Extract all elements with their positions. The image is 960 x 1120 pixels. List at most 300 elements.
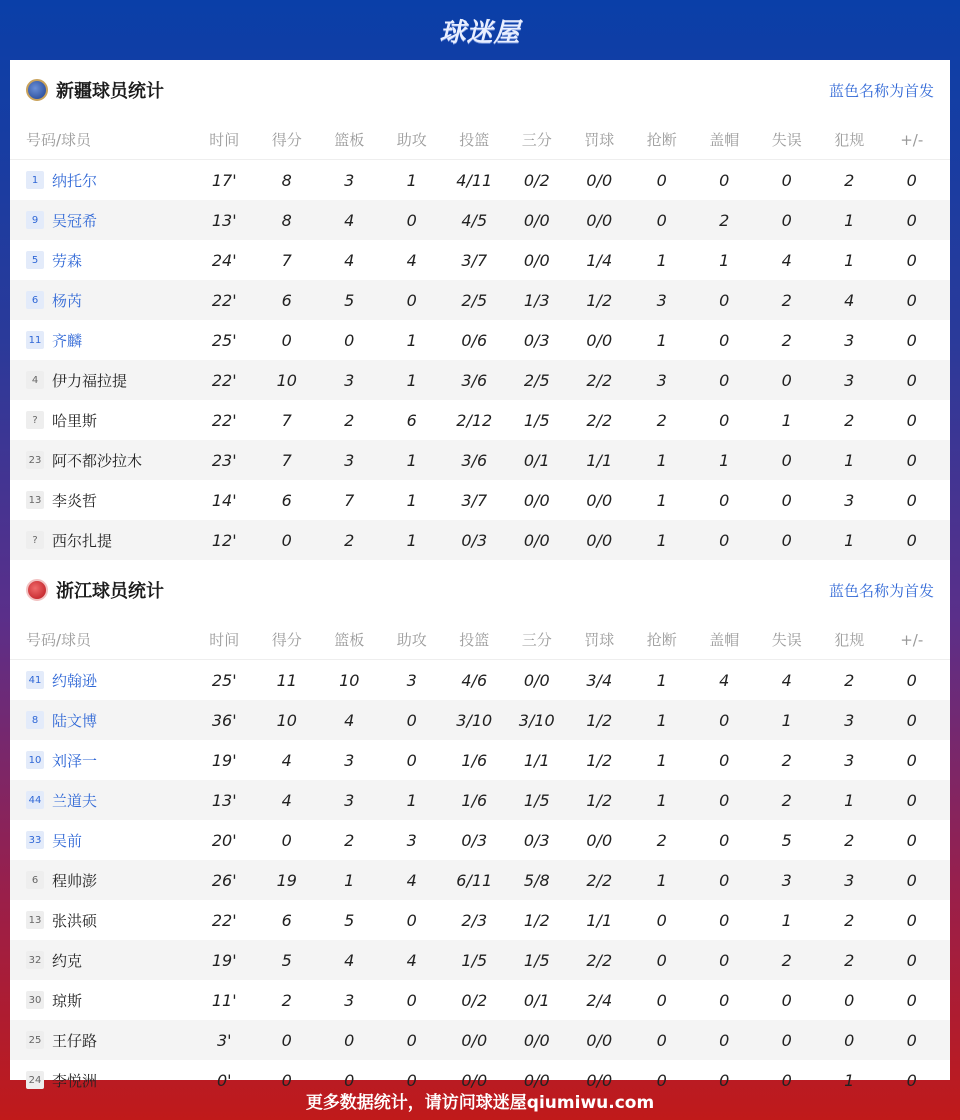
stat-cell: 11' [211, 990, 237, 1010]
starter-legend-note: 蓝色名称为首发 [828, 581, 934, 600]
stat-cell: 0 [781, 450, 792, 470]
player-name[interactable]: 兰道夫 [52, 791, 98, 810]
stat-cell: 3 [344, 990, 355, 1010]
jersey-number-badge: 11 [26, 331, 44, 349]
stat-cell: 0 [406, 1030, 417, 1050]
player-name[interactable]: 李悦洲 [52, 1071, 98, 1090]
stat-cell: 36' [211, 710, 237, 730]
player-name[interactable]: 杨芮 [52, 291, 83, 310]
stat-cell: 0 [656, 170, 667, 190]
column-header[interactable]: 时间 [209, 131, 240, 149]
player-row[interactable] [10, 240, 950, 280]
stat-cell: 7 [281, 250, 292, 270]
stat-cell: 0/0 [586, 170, 613, 190]
column-header[interactable]: 三分 [521, 131, 552, 149]
stat-cell: 1/6 [461, 790, 488, 810]
column-header[interactable]: 篮板 [334, 131, 365, 149]
stat-cell: 0 [719, 830, 730, 850]
stat-cell: 0 [906, 410, 917, 430]
section-header [10, 60, 950, 120]
player-name[interactable]: 约克 [52, 951, 83, 970]
stat-cell: 4/6 [461, 670, 488, 690]
stat-cell: 2 [781, 790, 792, 810]
stat-cell: 0 [719, 530, 730, 550]
player-row[interactable] [10, 700, 950, 740]
stat-cell: 2 [656, 830, 667, 850]
stat-cell: 0/0 [523, 1070, 550, 1090]
stat-cell: 10 [276, 710, 297, 730]
stat-cell: 3 [844, 370, 855, 390]
column-header[interactable]: 助攻 [396, 631, 427, 649]
stat-cell: 3/7 [461, 490, 488, 510]
stat-cell: 1 [656, 670, 667, 690]
team-section-0 [10, 60, 950, 560]
jersey-number-badge: 9 [26, 211, 44, 229]
stat-cell: 0/0 [523, 670, 550, 690]
player-name[interactable]: 西尔扎提 [52, 531, 113, 550]
stat-cell: 4 [406, 250, 417, 270]
stat-cell: 1 [406, 370, 417, 390]
stat-cell: 0 [906, 170, 917, 190]
stat-cell: 0 [281, 330, 292, 350]
stat-cell: 0 [906, 830, 917, 850]
stat-cell: 0 [781, 990, 792, 1010]
stat-cell: 12' [211, 530, 237, 550]
starter-legend-note: 蓝色名称为首发 [828, 81, 934, 100]
jersey-number-badge: 30 [26, 991, 44, 1009]
player-cell [10, 790, 193, 811]
player-name[interactable]: 齐麟 [52, 331, 83, 350]
player-cell [10, 490, 193, 511]
player-name[interactable]: 纳托尔 [52, 171, 98, 190]
stat-cell: 2 [781, 950, 792, 970]
stat-cell: 1 [844, 1070, 855, 1090]
footer-text[interactable]: 更多数据统计，请访问球迷屋qiumiwu.com [305, 1092, 655, 1113]
stat-cell: 24' [211, 250, 237, 270]
stat-cell: 17' [211, 170, 237, 190]
stat-cell: 0 [719, 990, 730, 1010]
stat-cell: 0 [906, 670, 917, 690]
stat-cell: 0 [781, 210, 792, 230]
stat-cell: 4 [344, 210, 355, 230]
jersey-number-badge: 41 [26, 671, 44, 689]
column-header[interactable]: 号码/球员 [26, 131, 92, 149]
stat-cell: 2/12 [456, 410, 493, 430]
player-row[interactable] [10, 400, 950, 440]
stat-cell: 0 [656, 950, 667, 970]
player-row[interactable] [10, 320, 950, 360]
stat-cell: 0/0 [461, 1030, 488, 1050]
stat-cell: 0 [906, 710, 917, 730]
stat-cell: 1 [844, 790, 855, 810]
stat-cell: 1/6 [461, 750, 488, 770]
stat-cell: 6 [406, 410, 417, 430]
player-row[interactable] [10, 660, 950, 700]
stat-cell: 0 [906, 490, 917, 510]
stat-cell: 1 [781, 710, 792, 730]
stat-cell: 4 [781, 670, 792, 690]
player-row[interactable] [10, 1020, 950, 1060]
stat-cell: 1/1 [586, 450, 613, 470]
stat-cell: 0 [906, 370, 917, 390]
stat-cell: 3 [844, 870, 855, 890]
stat-cell: 1 [781, 410, 792, 430]
stat-cell: 0/0 [586, 1030, 613, 1050]
stat-cell: 1/1 [523, 750, 550, 770]
column-header[interactable]: 投篮 [459, 131, 490, 149]
jersey-number-badge: 8 [26, 711, 44, 729]
player-row[interactable] [10, 900, 950, 940]
stat-cell: 3 [656, 370, 667, 390]
stat-cell: 4 [781, 250, 792, 270]
stat-cell: 0 [281, 830, 292, 850]
stat-cell: 1/3 [523, 290, 550, 310]
player-name[interactable]: 程帅澎 [52, 871, 98, 890]
stat-cell: 2 [844, 410, 855, 430]
player-name[interactable]: 伊力福拉提 [52, 371, 128, 390]
stat-cell: 0/0 [523, 530, 550, 550]
stat-cell: 0 [406, 750, 417, 770]
stat-cell: 3 [844, 750, 855, 770]
stat-cell: 0/0 [586, 210, 613, 230]
stat-cell: 0 [719, 370, 730, 390]
stat-cell: 1/5 [523, 950, 550, 970]
stat-cell: 0 [906, 870, 917, 890]
stat-cell: 4 [281, 790, 292, 810]
stat-cell: 22' [211, 410, 237, 430]
stat-cell: 0 [844, 1030, 855, 1050]
section-header [10, 560, 950, 620]
stat-cell: 2/5 [461, 290, 488, 310]
player-name[interactable]: 阿不都沙拉木 [52, 451, 143, 470]
stat-cell: 0 [406, 710, 417, 730]
stat-cell: 1/2 [586, 790, 613, 810]
player-name[interactable]: 李炎哲 [52, 491, 98, 510]
stat-cell: 19' [211, 950, 237, 970]
player-cell [10, 710, 193, 731]
stat-cell: 0/0 [586, 490, 613, 510]
player-name[interactable]: 琼斯 [52, 991, 83, 1010]
player-name[interactable]: 劳森 [52, 251, 83, 270]
stat-cell: 22' [211, 910, 237, 930]
jersey-number-badge: 10 [26, 751, 44, 769]
jersey-number-badge: 6 [26, 291, 44, 309]
stat-cell: 1 [406, 490, 417, 510]
stat-cell: 1/2 [586, 750, 613, 770]
player-name[interactable]: 约翰逊 [52, 671, 98, 690]
player-row[interactable] [10, 780, 950, 820]
stat-cell: 2 [844, 910, 855, 930]
jersey-number-badge: 4 [26, 371, 44, 389]
stat-cell: 0 [781, 370, 792, 390]
stat-cell: 1/1 [586, 910, 613, 930]
stat-cell: 2 [344, 410, 355, 430]
column-header[interactable]: 抢断 [646, 131, 677, 149]
stat-cell: 0 [906, 1070, 917, 1090]
jersey-number-badge: ? [26, 411, 44, 429]
table-header-row [10, 620, 950, 660]
player-name[interactable]: 吴冠希 [52, 211, 98, 230]
stat-cell: 1 [406, 530, 417, 550]
stat-cell: 4/5 [461, 210, 488, 230]
column-header[interactable]: 抢断 [646, 631, 677, 649]
table-header-row [10, 120, 950, 160]
player-row[interactable] [10, 360, 950, 400]
stat-cell: 1 [656, 870, 667, 890]
player-row[interactable] [10, 160, 950, 200]
stat-cell: 2 [781, 290, 792, 310]
stat-cell: 3 [344, 750, 355, 770]
top-banner [0, 0, 960, 60]
stat-cell: 4 [344, 250, 355, 270]
stat-cell: 1 [656, 490, 667, 510]
player-name[interactable]: 陆文博 [52, 711, 98, 730]
stat-cell: 4 [719, 670, 730, 690]
stat-cell: 0 [781, 170, 792, 190]
stat-cell: 6/11 [456, 870, 493, 890]
stat-cell: 2/2 [586, 410, 613, 430]
player-row[interactable] [10, 860, 950, 900]
stat-cell: 0 [406, 990, 417, 1010]
player-cell [10, 170, 193, 191]
jersey-number-badge: 1 [26, 171, 44, 189]
column-header[interactable]: 犯规 [834, 131, 865, 149]
player-row[interactable] [10, 520, 950, 560]
stat-cell: 0 [719, 710, 730, 730]
stat-cell: 0 [906, 450, 917, 470]
stat-cell: 1 [656, 530, 667, 550]
column-header[interactable]: 罚球 [584, 631, 615, 649]
stat-cell: 4 [344, 710, 355, 730]
stat-cell: 20' [211, 830, 237, 850]
stat-cell: 7 [344, 490, 355, 510]
stat-cell: 4 [406, 870, 417, 890]
stat-cell: 3' [216, 1030, 232, 1050]
stat-cell: 0/0 [586, 1070, 613, 1090]
xinjiang-team-logo-icon [26, 79, 48, 101]
column-header[interactable]: 得分 [271, 631, 302, 649]
stat-cell: 0 [906, 210, 917, 230]
stat-cell: 8 [281, 210, 292, 230]
zhejiang-team-logo-icon [26, 579, 48, 601]
column-header[interactable]: 助攻 [396, 131, 427, 149]
stat-cell: 0/3 [461, 530, 488, 550]
stat-cell: 0 [906, 790, 917, 810]
player-cell [10, 450, 193, 471]
player-name[interactable]: 吴前 [52, 831, 83, 850]
column-header[interactable]: 犯规 [834, 631, 865, 649]
stat-cell: 0/3 [523, 830, 550, 850]
stat-cell: 19 [276, 870, 297, 890]
player-cell [10, 990, 193, 1011]
stat-cell: 0 [656, 210, 667, 230]
stat-cell: 0/0 [523, 490, 550, 510]
stat-cell: 2 [719, 210, 730, 230]
stat-cell: 3/6 [461, 370, 488, 390]
stat-cell: 3 [406, 670, 417, 690]
footer-banner[interactable] [0, 1080, 960, 1120]
section-title: 浙江球员统计 [56, 581, 164, 602]
jersey-number-badge: 6 [26, 871, 44, 889]
stat-cell: 14' [211, 490, 237, 510]
stat-cell: 0 [781, 1070, 792, 1090]
stat-cell: 0 [719, 910, 730, 930]
stat-cell: 0/2 [461, 990, 488, 1010]
stat-cell: 0 [719, 490, 730, 510]
stat-cell: 0 [344, 1030, 355, 1050]
player-name[interactable]: 哈里斯 [52, 411, 98, 430]
stat-cell: 10 [339, 670, 360, 690]
stat-cell: 0/0 [586, 530, 613, 550]
stat-cell: 0 [656, 990, 667, 1010]
stat-cell: 0/1 [523, 450, 550, 470]
stat-cell: 3 [844, 490, 855, 510]
stat-cell: 0 [406, 210, 417, 230]
stat-cell: 4 [344, 950, 355, 970]
stat-cell: 0 [656, 910, 667, 930]
stat-cell: 3 [344, 370, 355, 390]
stat-cell: 0 [656, 1070, 667, 1090]
stat-cell: 0/2 [523, 170, 550, 190]
stat-cell: 2/4 [586, 990, 613, 1010]
team-section-1 [10, 560, 950, 1100]
player-row[interactable] [10, 480, 950, 520]
stat-cell: 3 [656, 290, 667, 310]
column-header[interactable]: 盖帽 [709, 631, 740, 649]
stat-cell: 0 [719, 290, 730, 310]
stat-cell: 3 [844, 330, 855, 350]
stat-cell: 3 [844, 710, 855, 730]
stat-cell: 0 [281, 530, 292, 550]
column-header[interactable]: +/- [900, 630, 924, 649]
stat-cell: 5 [781, 830, 792, 850]
stat-cell: 5 [344, 290, 355, 310]
stat-cell: 25' [211, 670, 237, 690]
stat-cell: 3 [344, 170, 355, 190]
stat-cell: 0 [719, 330, 730, 350]
jersey-number-badge: 32 [26, 951, 44, 969]
column-header[interactable]: 失误 [771, 631, 802, 649]
player-cell [10, 870, 193, 891]
stat-cell: 0/1 [523, 990, 550, 1010]
stat-cell: 0 [719, 170, 730, 190]
stat-cell: 2 [781, 750, 792, 770]
stat-cell: 4/11 [456, 170, 493, 190]
stat-cell: 7 [281, 450, 292, 470]
stat-cell: 1 [781, 910, 792, 930]
stat-cell: 0 [281, 1030, 292, 1050]
stat-cell: 3/10 [456, 710, 493, 730]
stat-cell: 22' [211, 290, 237, 310]
column-header[interactable]: 篮板 [334, 631, 365, 649]
stat-cell: 2 [656, 410, 667, 430]
column-header[interactable]: 号码/球员 [26, 631, 92, 649]
stat-cell: 0 [719, 790, 730, 810]
player-row[interactable] [10, 200, 950, 240]
column-header[interactable]: +/- [900, 130, 924, 149]
stat-cell: 0/0 [461, 1070, 488, 1090]
column-header[interactable]: 盖帽 [709, 131, 740, 149]
stat-cell: 1 [406, 790, 417, 810]
stat-cell: 0 [406, 1070, 417, 1090]
column-header[interactable]: 失误 [771, 131, 802, 149]
player-row[interactable] [10, 820, 950, 860]
column-header[interactable]: 三分 [521, 631, 552, 649]
column-header[interactable]: 罚球 [584, 131, 615, 149]
stat-cell: 19' [211, 750, 237, 770]
player-cell [10, 210, 193, 231]
stat-cell: 0 [906, 330, 917, 350]
stat-cell: 0/0 [523, 250, 550, 270]
stat-cell: 2/2 [586, 950, 613, 970]
stat-cell: 5/8 [523, 870, 550, 890]
player-cell [10, 950, 193, 971]
stat-cell: 2 [844, 170, 855, 190]
stat-cell: 5 [281, 950, 292, 970]
stat-cell: 3 [344, 790, 355, 810]
stat-cell: 0 [906, 290, 917, 310]
jersey-number-badge: 25 [26, 1031, 44, 1049]
column-header[interactable]: 得分 [271, 131, 302, 149]
player-cell [10, 330, 193, 351]
stat-cell: 2/5 [523, 370, 550, 390]
player-cell [10, 250, 193, 271]
stat-cell: 0 [406, 910, 417, 930]
stat-cell: 0/3 [523, 330, 550, 350]
player-row[interactable] [10, 940, 950, 980]
player-row[interactable] [10, 980, 950, 1020]
stat-cell: 11 [276, 670, 297, 690]
stat-cell: 4 [281, 750, 292, 770]
stat-cell: 1/4 [586, 250, 613, 270]
stat-cell: 1 [406, 330, 417, 350]
player-cell [10, 1030, 193, 1051]
stat-cell: 2 [844, 950, 855, 970]
stat-cell: 0 [781, 490, 792, 510]
stat-cell: 0 [281, 1070, 292, 1090]
stat-cell: 3/6 [461, 450, 488, 470]
stat-cell: 1 [844, 530, 855, 550]
column-header[interactable]: 时间 [209, 631, 240, 649]
stat-cell: 0 [781, 1030, 792, 1050]
stat-cell: 0 [406, 290, 417, 310]
jersey-number-badge: 13 [26, 911, 44, 929]
stat-cell: 0/0 [523, 210, 550, 230]
stat-cell: 10 [276, 370, 297, 390]
site-logo: 球迷屋 [439, 17, 521, 48]
column-header[interactable]: 投篮 [459, 631, 490, 649]
stat-cell: 0 [719, 950, 730, 970]
stat-cell: 0/0 [523, 1030, 550, 1050]
stat-cell: 0 [656, 1030, 667, 1050]
player-cell [10, 910, 193, 931]
stat-cell: 1 [406, 170, 417, 190]
stats-card [10, 60, 950, 1090]
stat-cell: 7 [281, 410, 292, 430]
stat-cell: 3 [344, 450, 355, 470]
player-name[interactable]: 刘泽一 [52, 751, 98, 770]
stat-cell: 0' [216, 1070, 232, 1090]
player-name[interactable]: 张洪硕 [52, 911, 98, 930]
stat-cell: 0 [906, 950, 917, 970]
player-name[interactable]: 王仔路 [52, 1031, 98, 1050]
player-row[interactable] [10, 280, 950, 320]
stat-cell: 0/0 [586, 830, 613, 850]
stat-cell: 2 [844, 830, 855, 850]
player-row[interactable] [10, 740, 950, 780]
player-row[interactable] [10, 440, 950, 480]
stat-cell: 2 [344, 530, 355, 550]
